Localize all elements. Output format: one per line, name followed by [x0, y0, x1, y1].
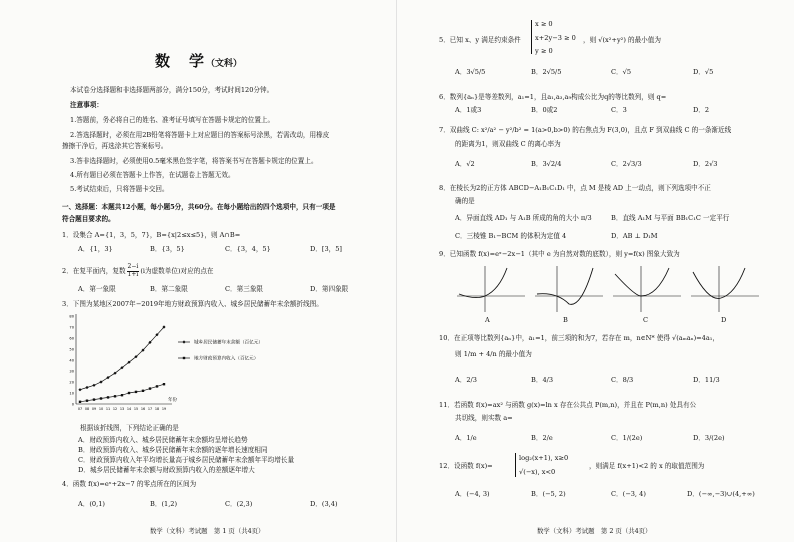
x-tick-label: 17	[147, 407, 153, 411]
x-axis-label: 年份	[168, 398, 177, 403]
q10-option-a: A．2/3	[455, 376, 477, 384]
question-7-stem: 7．双曲线 C: x²/a² − y²/b² = 1(a>0,b>0) 的右焦点为 F(3,0)，且点 F 到双曲线 C 的一条渐近线	[439, 126, 732, 134]
q2-option-c: C．第三象限	[225, 285, 264, 293]
section-header: 一、选择题：本题共12小题，每小题5分，共60分。在每小题给出的四个选项中，只有一项是	[62, 203, 336, 211]
question-8-stem-cont: 确的是	[455, 197, 475, 205]
series-line	[80, 384, 164, 402]
q2-numerator: 2−i	[127, 263, 139, 270]
notice-item-4: 4.所有题目必须在答题卡上作答，在试题卷上答题无效。	[70, 171, 235, 179]
data-point	[99, 380, 102, 383]
q10-option-c: C．8/3	[611, 376, 634, 384]
q2-stem-pre: 2．在复平面内，复数	[62, 267, 126, 275]
data-point	[92, 384, 95, 387]
data-point	[106, 376, 109, 379]
q11-option-a: A．1/e	[455, 434, 477, 442]
question-12-stem-pre: 12．设函数 f(x)=	[439, 462, 493, 470]
x-tick-label: 10	[98, 407, 104, 411]
question-7-stem-cont: 的距离为1，则双曲线 C 的离心率为	[455, 140, 561, 148]
q2-denominator: 1+i	[127, 270, 139, 278]
page-footer-left: 数学（文科）考试题 第 1 页（共4页）	[150, 527, 265, 535]
q9-label-c: C	[643, 316, 649, 324]
title-main: 数 学	[155, 52, 207, 70]
q9-label-b: B	[563, 316, 568, 324]
question-8-stem: 8．在棱长为2的正方体 ABCD−A₁B₁C₁D₁ 中，点 M 是棱 AD 上一动点，则下列选项中不正	[439, 184, 711, 192]
notice-heading: 注意事项：	[70, 101, 103, 109]
q5-option-d: D．√5	[693, 68, 714, 76]
right-page	[397, 0, 794, 542]
data-point	[135, 391, 137, 393]
q10-option-b: B．4/3	[531, 376, 554, 384]
question-3-stem: 3．下图为某地区2007年−2019年地方财政预算内收入、城乡居民储蓄年末余额折线图。	[62, 300, 323, 308]
x-tick-label: 08	[84, 407, 90, 411]
q3-option-b: B．财政预算内收入、城乡居民储蓄年末余额的逐年增长速度相同	[78, 446, 268, 454]
chart-legend	[178, 339, 263, 362]
x-tick-label: 16	[140, 407, 146, 411]
q6-option-a: A．1或3	[455, 106, 482, 114]
q7-option-b: B．3√2/4	[531, 160, 562, 168]
y-tick-label: 40	[69, 358, 74, 363]
y-tick-label: 0	[71, 402, 74, 407]
q2-fraction	[127, 264, 140, 278]
q8-option-d: D．AB ⊥ D₁M	[611, 232, 658, 240]
q2-option-d: D．第四象限	[310, 285, 349, 293]
q5-constraint-3: y ≥ 0	[535, 47, 553, 55]
chart-ticks	[69, 315, 166, 412]
y-tick-label: 20	[69, 380, 74, 385]
q9-label-d: D	[721, 316, 727, 324]
data-point	[149, 387, 151, 389]
x-tick-label: 09	[91, 407, 97, 411]
q5-constraint-1: x ≥ 0	[535, 20, 553, 28]
q8-option-a: A．异面直线 AD₁ 与 A₁B 所成的角的大小 π/3	[455, 214, 592, 222]
q3-option-c: C．财政预算内收入年平均增长量高于城乡居民储蓄年末余额年平均增长量	[78, 456, 295, 464]
q9-graph-c	[611, 264, 683, 314]
y-tick-label: 60	[69, 336, 74, 341]
data-point	[100, 397, 102, 399]
x-tick-label: 07	[77, 407, 83, 411]
q1-option-b: B．{3，5}	[150, 245, 185, 253]
x-tick-label: 18	[154, 407, 160, 411]
notice-item-2-cont: 擦擦干净后，再选涂其它答案标号。	[62, 142, 168, 150]
legend-marker	[183, 357, 185, 359]
question-1-stem: 1．设集合 A={1，3，5，7}，B={x|2≤x≤5}，则 A∩B=	[62, 231, 241, 239]
y-tick-label: 10	[69, 391, 74, 396]
question-11-stem: 11．若函数 f(x)=ax² 与函数 g(x)=ln x 存在公共点 P(m,n)，并且在 P(m,n) 处具有公	[439, 401, 697, 409]
x-tick-label: 12	[112, 407, 118, 411]
y-tick-label: 80	[69, 314, 74, 319]
intro-line: 本试卷分选择题和非选择题两部分，满分150分，考试时间120分钟。	[70, 86, 274, 94]
legend-marker	[182, 340, 185, 343]
question-5-stem-pre: 5．已知 x、y 满足约束条件	[439, 36, 521, 44]
y-tick-label: 30	[69, 369, 74, 374]
q5-stem-post: ，则 √(x²+y²) 的最小值为	[583, 36, 661, 44]
q5-system-brace	[531, 20, 532, 54]
data-point	[107, 396, 109, 398]
q11-option-d: D．3/(2e)	[693, 434, 725, 442]
data-point	[156, 385, 158, 387]
chart-lines	[78, 325, 165, 403]
legend-label: 地方财政预算内收入（百亿元）	[194, 356, 259, 362]
q12-option-b: B．(−5, 2)	[531, 490, 566, 498]
x-tick-label: 19	[161, 407, 167, 411]
notice-item-2: 2.答选择题时，必须在用2B铅笔将答题卡上对应题目的答案标号涂黑，若需改动，用橡皮	[70, 131, 330, 139]
title-sub: （文科）	[206, 59, 243, 69]
question-10-stem-cont: 则 1/m + 4/n 的最小值为	[455, 350, 532, 358]
chart-axes	[76, 314, 177, 404]
data-point	[128, 392, 130, 394]
q12-piecewise-brace	[515, 453, 516, 477]
data-point	[121, 394, 123, 396]
question-9-stem: 9．已知函数 f(x)=eˣ−2x−1（其中 e 为自然对数的底数），则 y=f(x) 图象大致为	[439, 250, 680, 258]
q6-option-b: B．0或2	[531, 106, 558, 114]
q12-piece-2: √(−x), x<0	[519, 468, 556, 476]
series-line	[80, 327, 164, 390]
q12-piece-1: log₂(x+1), x≥0	[519, 454, 569, 462]
q11-option-c: C．1/(2e)	[611, 434, 643, 442]
data-point	[78, 388, 81, 391]
x-tick-label: 11	[105, 407, 111, 411]
x-tick-label: 13	[119, 407, 125, 411]
q1-option-d: D．[3，5]	[310, 245, 343, 253]
q2-stem-post: (i为虚数单位)对应的点在	[140, 267, 214, 275]
q8-option-b: B．直线 A₁M 与平面 BB₁C₁C 一定平行	[611, 214, 730, 222]
data-point	[85, 386, 88, 389]
q9-graph-b	[533, 264, 605, 314]
q1-option-c: C．{3，4，5}	[225, 245, 271, 253]
q4-option-d: D．(3,4)	[310, 500, 338, 508]
q8-option-c: C．三棱锥 B₁−BCM 的体积为定值 4	[455, 232, 567, 240]
question-4-stem: 4．函数 f(x)=eˣ+2x−7 的零点所在的区间为	[62, 480, 197, 488]
q9-label-a: A	[485, 316, 490, 324]
q5-option-c: C．√5	[611, 68, 632, 76]
section-header-cont: 符合题目要求的。	[62, 215, 115, 223]
q10-option-d: D．11/3	[693, 376, 720, 384]
data-point	[93, 398, 95, 400]
line-chart	[62, 310, 302, 414]
q5-option-b: B．2√5/5	[531, 68, 562, 76]
question-6-stem: 6．数列{aₙ}是等差数列，a₁=1，且a₁,a₃,a₉构成公比为q的等比数列，则 q=	[439, 93, 667, 101]
q12-option-d: D．(−∞,−3)∪(4,+∞)	[687, 490, 755, 498]
q3-followup: 根据该折线图，下列结论正确的是	[80, 424, 179, 432]
q7-option-a: A．√2	[455, 160, 475, 168]
q6-option-d: D．2	[693, 106, 710, 114]
q9-graph-d	[689, 264, 761, 314]
notice-item-1: 1.答题前，务必将自己的姓名、准考证号填写在答题卡规定的位置上。	[70, 116, 275, 124]
data-point	[163, 383, 165, 385]
notice-item-5: 5.考试结束后，只将答题卡交回。	[70, 185, 169, 193]
data-point	[79, 401, 81, 403]
x-tick-label: 14	[126, 407, 132, 411]
page-footer-right: 数学（文科）考试题 第 2 页（共4页）	[537, 527, 652, 535]
y-tick-label: 50	[69, 347, 74, 352]
q9-graph-a	[455, 264, 527, 314]
y-tick-label: 70	[69, 325, 74, 330]
notice-item-3: 3.答非选择题时，必须使用0.5毫米黑色签字笔，将答案书写在答题卡规定的位置上。	[70, 157, 318, 165]
q4-option-c: C．(2,3)	[225, 500, 253, 508]
q3-option-d: D．城乡居民储蓄年末余额与财政预算内收入的差额逐年增大	[78, 466, 255, 474]
data-point	[86, 400, 88, 402]
q4-option-b: B．(1,2)	[150, 500, 178, 508]
q12-option-a: A．(−4, 3)	[455, 490, 490, 498]
q11-option-b: B．2/e	[531, 434, 553, 442]
q5-option-a: A．3√5/5	[455, 68, 486, 76]
q12-stem-post: ，则满足 f(x+1)<2 的 x 的取值范围为	[589, 462, 705, 470]
question-11-stem-cont: 共切线，则实数 a=	[455, 414, 513, 422]
q12-option-c: C．(−3, 4)	[611, 490, 646, 498]
question-10-stem: 10．在正项等比数列{aₙ}中，a₁=1，前三项的和为7，若存在 m，n∈N* 使得 √(aₘaₙ)=4a₁，	[439, 334, 720, 342]
q4-option-a: A．(0,1)	[78, 500, 105, 508]
q2-option-a: A．第一象限	[78, 285, 116, 293]
q2-option-b: B．第二象限	[150, 285, 188, 293]
q1-option-a: A．{1，3}	[78, 245, 113, 253]
data-point	[142, 390, 144, 392]
x-tick-label: 15	[133, 407, 139, 411]
q7-option-d: D．2√3	[693, 160, 718, 168]
legend-label: 城乡居民储蓄年末余额（百亿元）	[194, 340, 263, 346]
q3-option-a: A．财政预算内收入、城乡居民储蓄年末余额均呈增长趋势	[78, 436, 248, 444]
page-title	[155, 50, 242, 71]
q5-constraint-2: x+2y−3 ≥ 0	[535, 34, 576, 42]
question-2-stem	[62, 264, 214, 278]
data-point	[114, 395, 116, 397]
q6-option-c: C．3	[611, 106, 627, 114]
q7-option-c: C．2√3/3	[611, 160, 642, 168]
